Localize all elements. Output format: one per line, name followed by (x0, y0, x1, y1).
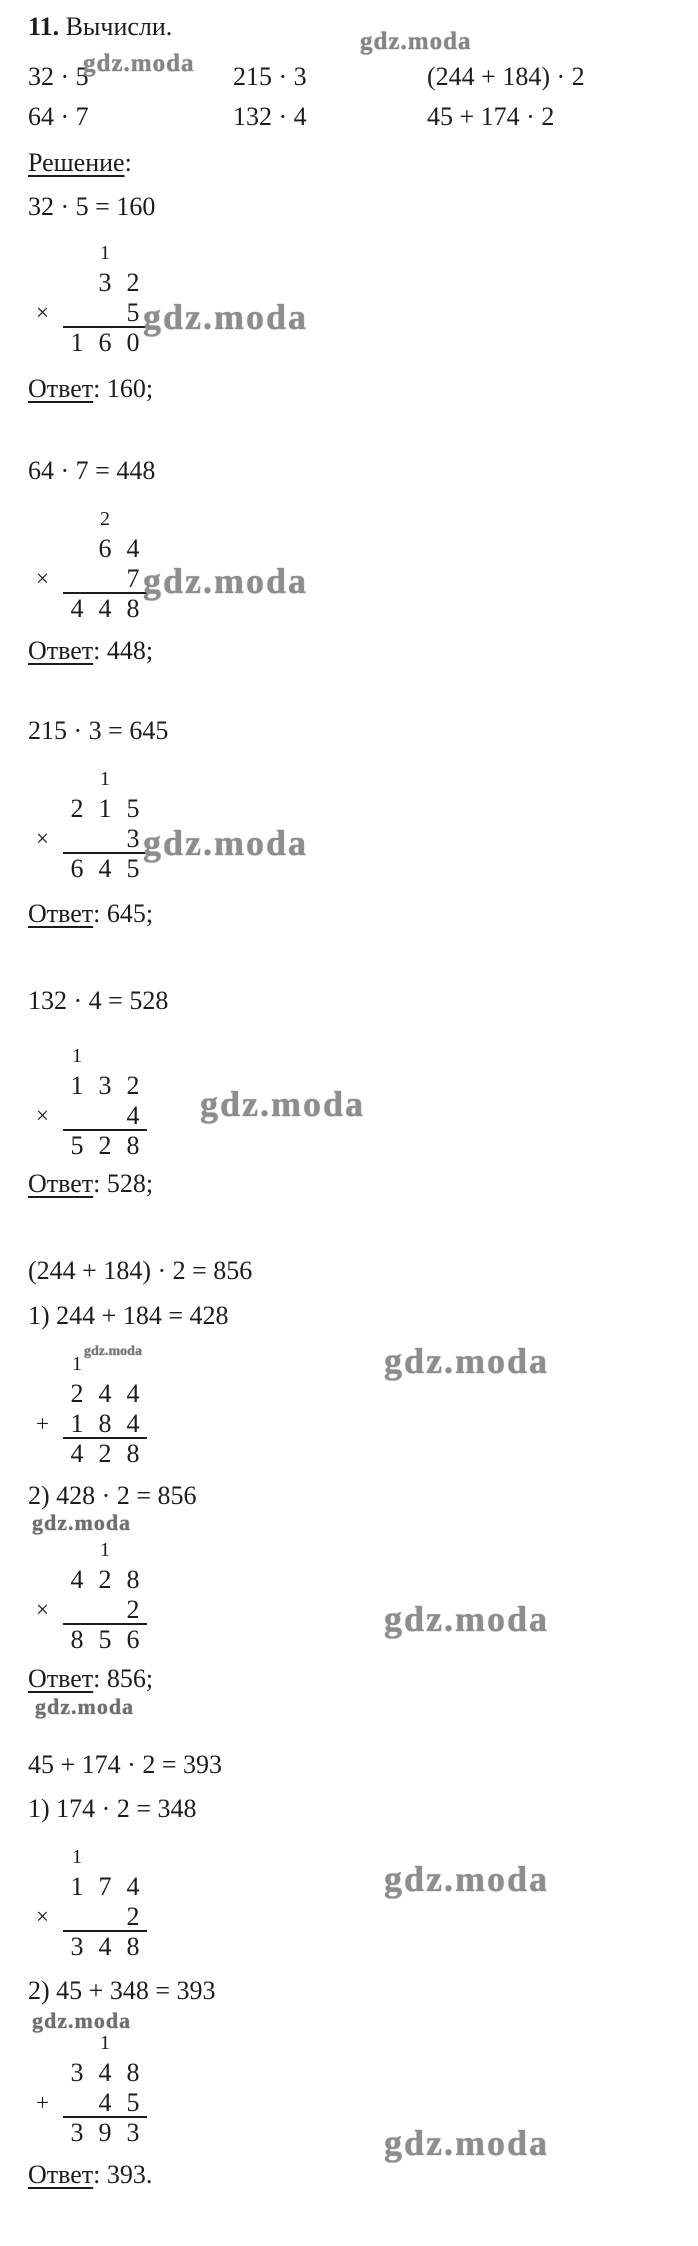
digit-cell: 1 (72, 1045, 82, 1067)
result-row (63, 328, 147, 358)
operand-bottom-row (63, 1101, 147, 1131)
digit-cell: 4 (126, 1101, 140, 1130)
watermark-gdzmoda: gdz.moda (84, 1344, 142, 1359)
result-row (63, 1625, 147, 1655)
multiply-sign: × (36, 300, 49, 325)
digit-cell: 1 (100, 768, 110, 790)
digit-cell (119, 1043, 147, 1071)
operand-top-row (63, 794, 147, 824)
digit-cell: 6 (98, 534, 112, 563)
digit-cell: 5 (98, 1625, 112, 1654)
digit-cell: 1 (70, 1409, 84, 1438)
digit-cell (91, 298, 119, 326)
digit-cell: 8 (126, 1932, 140, 1961)
digit-cell: 6 (70, 854, 84, 883)
answer-value: : 645; (93, 899, 154, 928)
watermark-gdzmoda: gdz.moda (384, 1859, 550, 1899)
digit-cell (91, 1043, 119, 1071)
digit-cell: 4 (98, 2058, 112, 2087)
carry-row (63, 1043, 147, 1071)
digit-cell: 2 (126, 1902, 140, 1931)
digit-cell (91, 1844, 119, 1872)
digit-cell (63, 2088, 91, 2116)
digit-cell: 2 (126, 1595, 140, 1624)
answer-line (28, 1664, 153, 1694)
carry-row (63, 766, 147, 794)
answer-value: : 528; (93, 1169, 154, 1198)
equation-line: 132 · 4 = 528 (28, 986, 169, 1015)
watermark-gdzmoda: gdz.moda (143, 823, 309, 863)
operand-bottom-row (63, 2088, 147, 2118)
watermark-gdzmoda: gdz.moda (32, 2008, 132, 2033)
problem-expression-2: 215 · 3 (233, 62, 307, 91)
column-multiplication-132x4 (36, 1043, 147, 1161)
digit-cell: 1 (72, 1353, 82, 1375)
operand-top-row (63, 1565, 147, 1595)
digit-cell (63, 240, 91, 268)
digit-cell (63, 1902, 91, 1930)
multiply-sign: × (36, 826, 49, 851)
problem-number: 11. (28, 12, 60, 41)
problem-title-text: Вычисли. (65, 12, 173, 41)
digit-cell: 1 (70, 1071, 84, 1100)
operand-bottom-row (63, 564, 147, 594)
digit-cell: 3 (70, 2118, 84, 2147)
plus-sign: + (36, 1411, 49, 1436)
digit-cell: 2 (98, 1439, 112, 1468)
answer-label: Ответ (28, 374, 94, 403)
operand-bottom-row (63, 298, 147, 328)
digit-cell: 4 (126, 1409, 140, 1438)
digit-cell (63, 2030, 91, 2058)
digit-cell: 8 (126, 594, 140, 623)
digit-cell: 7 (98, 1872, 112, 1901)
digit-cell (63, 534, 91, 564)
operand-bottom-row (63, 1595, 147, 1625)
answer-line (28, 2160, 152, 2190)
problem-expression-1: 32 · 5 (28, 62, 89, 91)
digit-cell: 2 (70, 794, 84, 823)
digit-cell: 1 (72, 1846, 82, 1868)
multiply-sign: × (36, 1597, 49, 1622)
watermark-gdzmoda: gdz.moda (384, 1599, 550, 1639)
digit-cell: 3 (70, 2058, 84, 2087)
digit-cell: 1 (100, 1539, 110, 1561)
digit-cell (63, 824, 91, 852)
problem-expression-5: 132 · 4 (233, 102, 307, 131)
problem-expression-4: 64 · 7 (28, 102, 89, 131)
watermark-gdzmoda: gdz.moda (143, 561, 309, 601)
digit-cell: 4 (98, 854, 112, 883)
answer-label: Ответ (28, 1664, 94, 1693)
digit-cell: 4 (70, 1565, 84, 1594)
digit-cell: 6 (98, 328, 112, 357)
digit-cell: 2 (98, 1565, 112, 1594)
solution-colon: : (124, 148, 132, 177)
step-line: 1) 174 · 2 = 348 (28, 1794, 197, 1823)
digit-cell: 5 (70, 1131, 84, 1160)
digit-cell (119, 766, 147, 794)
digit-cell: 4 (70, 594, 84, 623)
column-multiplication-64x7 (36, 506, 147, 624)
digit-cell: 4 (98, 1379, 112, 1408)
digit-cell: 4 (98, 594, 112, 623)
digit-cell (119, 240, 147, 268)
digit-cell (91, 1101, 119, 1129)
step-line: 2) 428 · 2 = 856 (28, 1481, 197, 1510)
equation-line: (244 + 184) · 2 = 856 (28, 1256, 253, 1285)
digit-cell (63, 1595, 91, 1623)
digit-cell: 9 (98, 2118, 112, 2147)
watermark-gdzmoda: gdz.moda (35, 1694, 135, 1719)
digit-cell: 1 (100, 2032, 110, 2054)
equation-line: 64 · 7 = 448 (28, 456, 156, 485)
carry-row (63, 240, 147, 268)
digit-cell: 3 (126, 824, 140, 853)
digit-cell: 2 (98, 1131, 112, 1160)
carry-row (63, 506, 147, 534)
column-multiplication-215x3 (36, 766, 147, 884)
step-line: 2) 45 + 348 = 393 (28, 1976, 216, 2005)
answer-value: : 393. (93, 2160, 153, 2189)
answer-label: Ответ (28, 899, 94, 928)
digit-cell: 2 (126, 268, 140, 297)
column-multiplication-428x2 (36, 1537, 147, 1655)
digit-cell (119, 1844, 147, 1872)
digit-cell: 3 (126, 2118, 140, 2147)
digit-cell (63, 1537, 91, 1565)
digit-cell: 7 (126, 564, 140, 593)
digit-cell (63, 268, 91, 298)
answer-line (28, 636, 153, 666)
watermark-gdzmoda: gdz.moda (83, 50, 195, 77)
digit-cell (63, 564, 91, 592)
digit-cell: 8 (126, 2058, 140, 2087)
operand-bottom-row (63, 824, 147, 854)
solution-word: Решение (28, 148, 125, 177)
answer-label: Ответ (28, 1169, 94, 1198)
answer-line (28, 1169, 153, 1199)
result-row (63, 594, 147, 624)
digit-cell (119, 2030, 147, 2058)
digit-cell (63, 298, 91, 326)
digit-cell (91, 1595, 119, 1623)
digit-cell (63, 506, 91, 534)
problem-expression-3: (244 + 184) · 2 (427, 62, 585, 91)
digit-cell: 4 (126, 1872, 140, 1901)
column-multiplication-32x5 (36, 240, 147, 358)
equation-line: 215 · 3 = 645 (28, 716, 169, 745)
digit-cell: 4 (70, 1439, 84, 1468)
result-row (63, 1439, 147, 1469)
digit-cell: 4 (98, 1932, 112, 1961)
digit-cell: 5 (126, 854, 140, 883)
digit-cell: 2 (126, 1071, 140, 1100)
operand-bottom-row (63, 1902, 147, 1932)
answer-line (28, 374, 153, 404)
watermark-gdzmoda: gdz.moda (200, 1084, 366, 1124)
digit-cell: 1 (98, 794, 112, 823)
digit-cell: 5 (126, 2088, 140, 2117)
step-line: 1) 244 + 184 = 428 (28, 1301, 229, 1330)
carry-row (63, 1844, 147, 1872)
digit-cell: 8 (70, 1625, 84, 1654)
digit-cell: 0 (126, 328, 140, 357)
result-row (63, 854, 147, 884)
problem-title (28, 12, 172, 42)
operand-top-row (63, 268, 147, 298)
operand-top-row (63, 1071, 147, 1101)
digit-cell: 1 (100, 242, 110, 264)
answer-value: : 856; (93, 1664, 154, 1693)
digit-cell (91, 824, 119, 852)
digit-cell: 8 (126, 1565, 140, 1594)
digit-cell: 3 (98, 268, 112, 297)
operand-bottom-row (63, 1409, 147, 1439)
watermark-gdzmoda: gdz.moda (384, 1341, 550, 1381)
operand-top-row (63, 1379, 147, 1409)
multiply-sign: × (36, 566, 49, 591)
digit-cell: 5 (126, 794, 140, 823)
digit-cell: 1 (70, 328, 84, 357)
plus-sign: + (36, 2090, 49, 2115)
carry-row (63, 1537, 147, 1565)
carry-row (63, 1351, 147, 1379)
carry-row (63, 2030, 147, 2058)
digit-cell: 3 (70, 1932, 84, 1961)
column-multiplication-174x2 (36, 1844, 147, 1962)
watermark-gdzmoda: gdz.moda (360, 28, 472, 55)
digit-cell: 8 (126, 1131, 140, 1160)
digit-cell (91, 564, 119, 592)
digit-cell (119, 1351, 147, 1379)
result-row (63, 2118, 147, 2148)
answer-line (28, 899, 153, 929)
digit-cell: 2 (70, 1379, 84, 1408)
digit-cell (119, 1537, 147, 1565)
problem-expression-6: 45 + 174 · 2 (427, 102, 555, 131)
digit-cell: 3 (98, 1071, 112, 1100)
digit-cell (91, 1902, 119, 1930)
answer-value: : 160; (93, 374, 154, 403)
equation-line: 32 · 5 = 160 (28, 192, 156, 221)
digit-cell: 4 (126, 534, 140, 563)
watermark-gdzmoda: gdz.moda (384, 2123, 550, 2163)
digit-cell (63, 1101, 91, 1129)
multiply-sign: × (36, 1103, 49, 1128)
digit-cell: 1 (70, 1872, 84, 1901)
solution-label (28, 148, 132, 178)
equation-line: 45 + 174 · 2 = 393 (28, 1750, 222, 1779)
watermark-gdzmoda: gdz.moda (32, 1510, 132, 1535)
multiply-sign: × (36, 1904, 49, 1929)
operand-top-row (63, 2058, 147, 2088)
digit-cell: 2 (100, 508, 110, 530)
answer-value: : 448; (93, 636, 154, 665)
operand-top-row (63, 1872, 147, 1902)
digit-cell: 5 (126, 298, 140, 327)
column-addition-244plus184 (36, 1351, 147, 1469)
result-row (63, 1932, 147, 1962)
digit-cell: 8 (126, 1439, 140, 1468)
digit-cell: 4 (98, 2088, 112, 2117)
digit-cell: 4 (126, 1379, 140, 1408)
operand-top-row (63, 534, 147, 564)
digit-cell (63, 766, 91, 794)
result-row (63, 1131, 147, 1161)
answer-label: Ответ (28, 2160, 94, 2189)
answer-label: Ответ (28, 636, 94, 665)
digit-cell: 6 (126, 1625, 140, 1654)
column-addition-348plus45 (36, 2030, 147, 2148)
digit-cell (91, 1351, 119, 1379)
watermark-gdzmoda: gdz.moda (143, 297, 309, 337)
digit-cell: 8 (98, 1409, 112, 1438)
digit-cell (119, 506, 147, 534)
